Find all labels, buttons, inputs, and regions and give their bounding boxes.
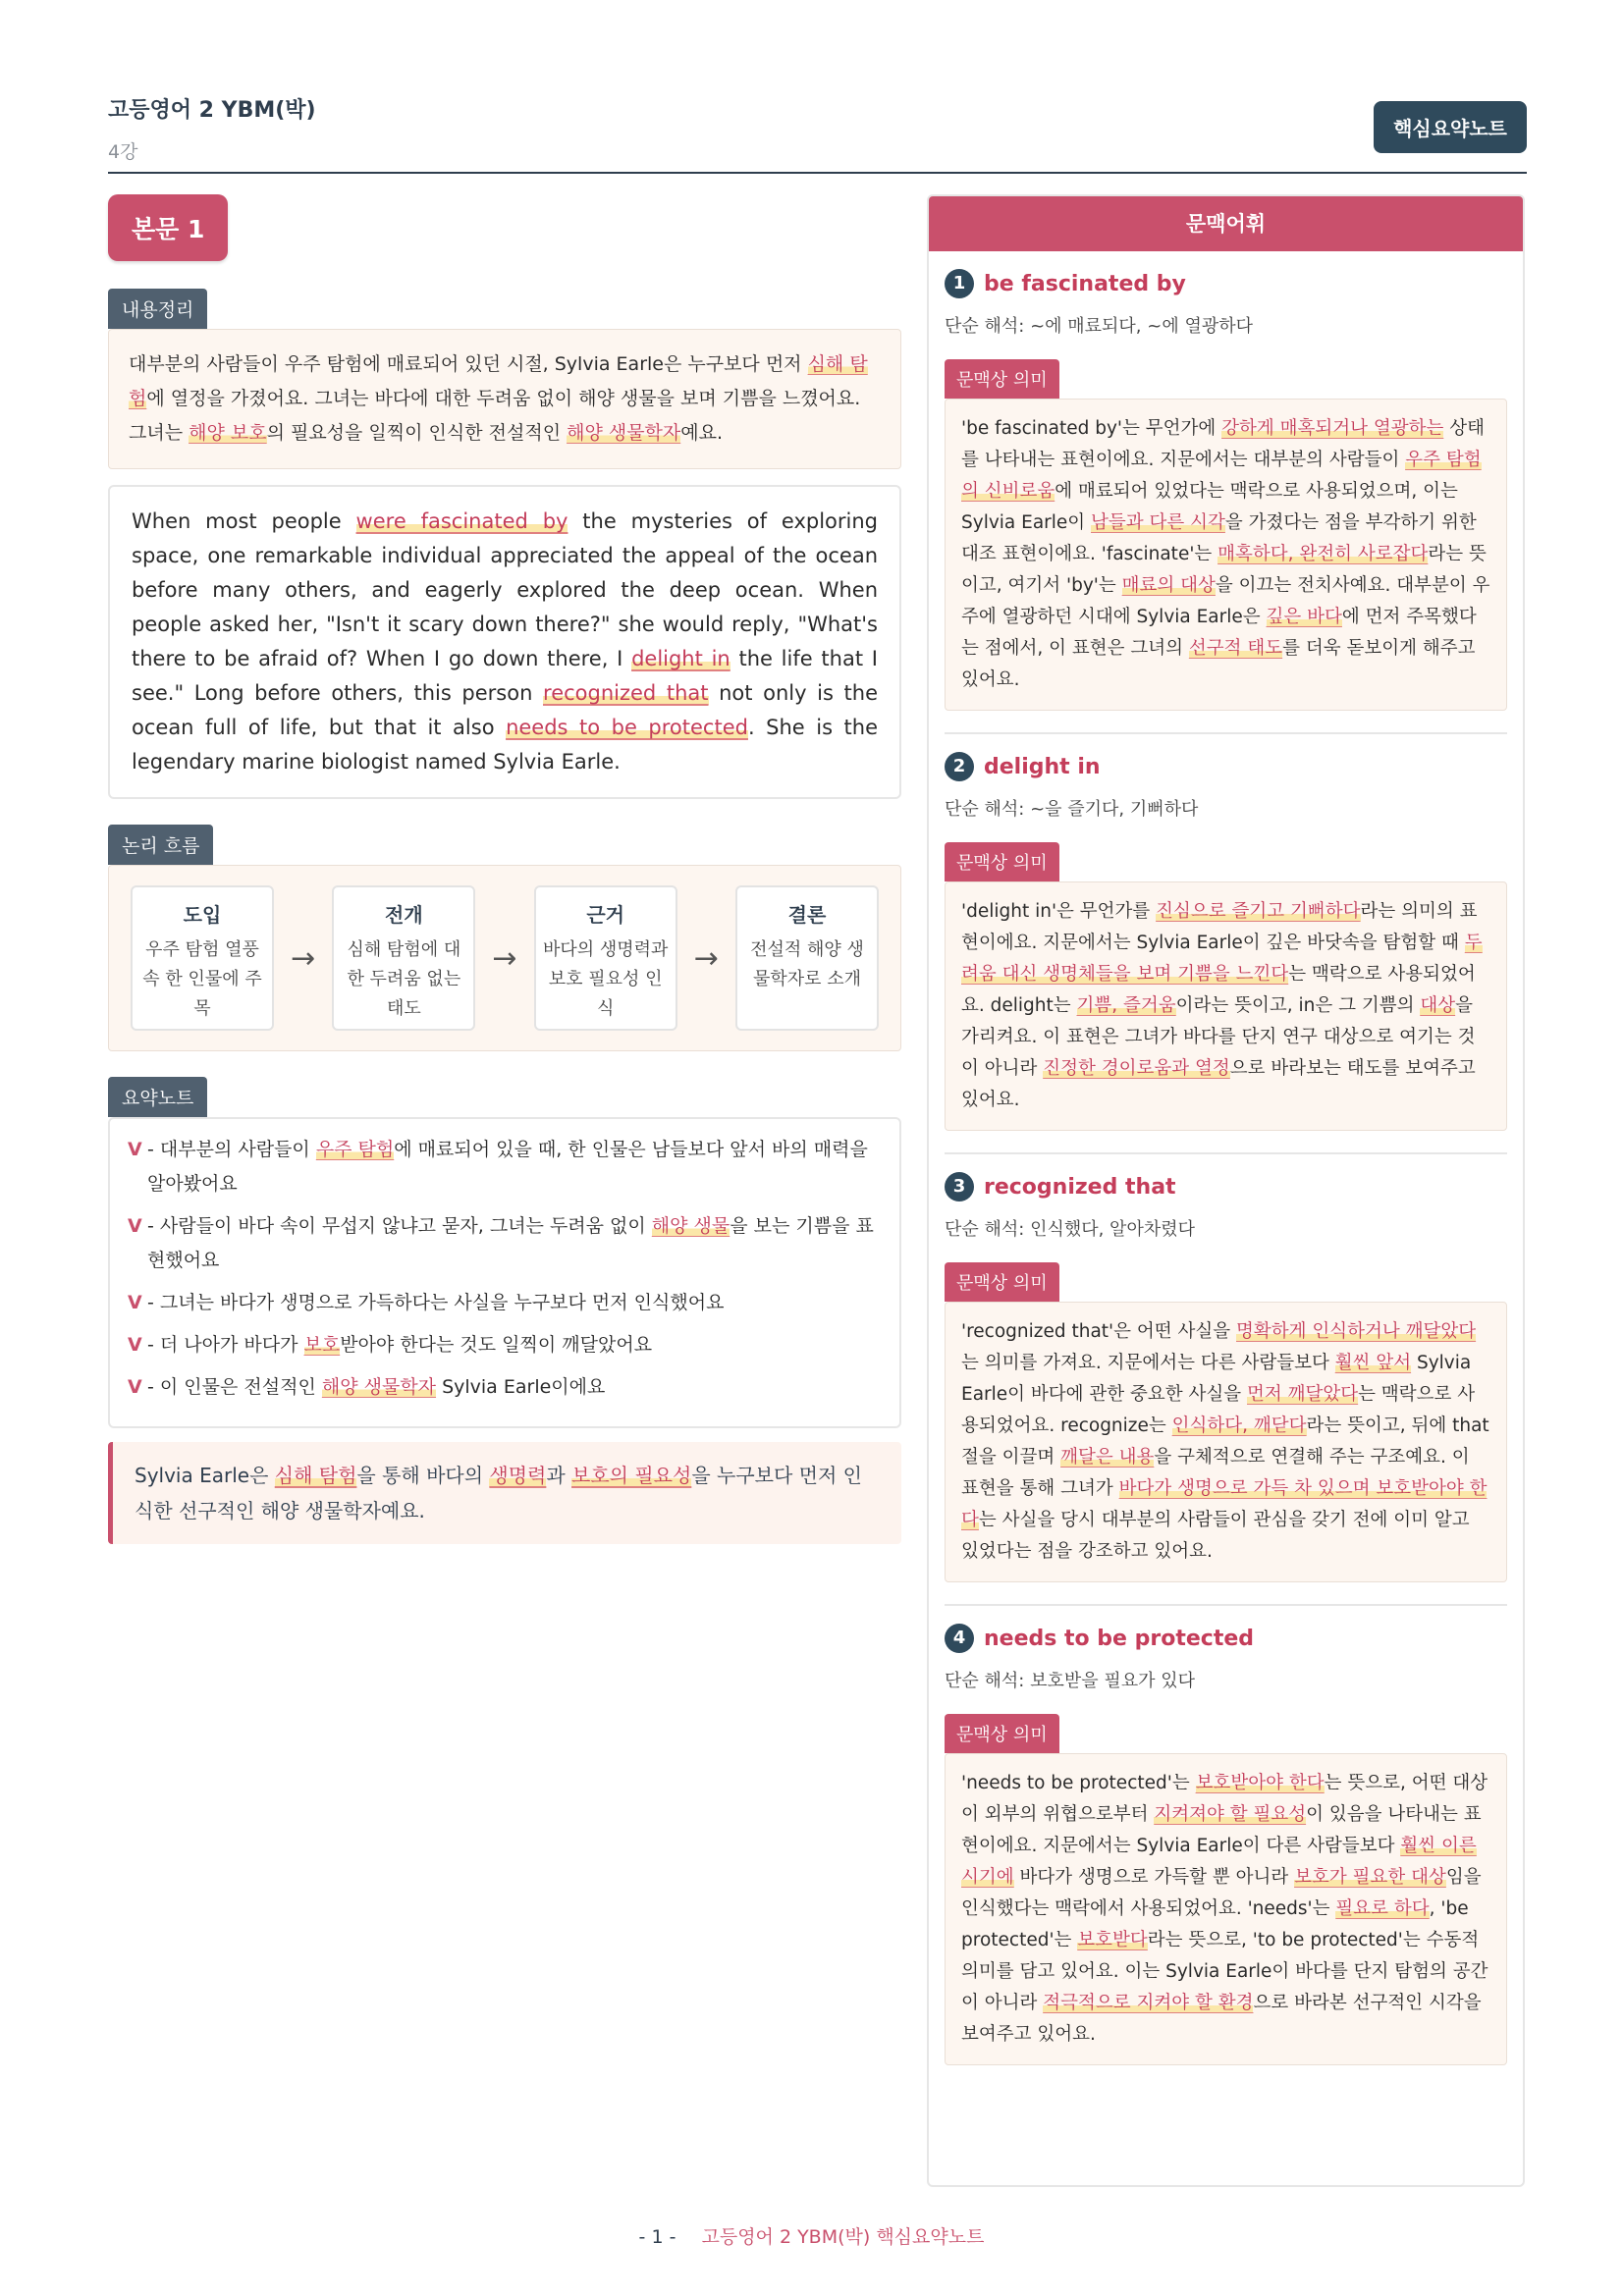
ctx-text: 으로 바라보는 태도를 보여주고 있어요. bbox=[961, 1058, 1476, 1110]
ctx-text: , 'be protected'는 bbox=[961, 1898, 1469, 1950]
divider bbox=[945, 732, 1507, 734]
ctx-text: 'be fascinated by'는 무언가에 bbox=[961, 418, 1222, 439]
ctx-highlight: 깨달은 내용 bbox=[1060, 1447, 1155, 1468]
flow-step-desc: 심해 탐험에 대한 두려움 없는 태도 bbox=[347, 939, 461, 1019]
highlight-term: 해양 생물학자 bbox=[567, 422, 681, 444]
ctx-text: 라는 뜻이고, 여기서 'by'는 bbox=[961, 544, 1487, 596]
note-segment: 받아야 한다는 것도 일찍이 깨달았어요 bbox=[340, 1334, 653, 1356]
ctx-text: 는 뜻으로, 어떤 대상이 외부의 위협으로부터 bbox=[961, 1773, 1488, 1825]
note-segment: 에 매료되어 있을 때, 한 인물은 남들보다 앞서 바의 매력을 알아봤어요 bbox=[147, 1139, 868, 1195]
left-column bbox=[108, 194, 901, 1544]
item-number: 4 bbox=[945, 1624, 974, 1653]
ctx-highlight: 대상 bbox=[1420, 995, 1456, 1016]
simple-meaning bbox=[945, 1215, 1507, 1241]
note-text bbox=[147, 1328, 882, 1362]
note-highlight: 보호 bbox=[303, 1334, 341, 1356]
ctx-text: 을 가졌다는 점을 부각하기 위한 대조 표현이에요. 'fascinate'는 bbox=[961, 512, 1477, 564]
flow-step-development bbox=[332, 885, 475, 1031]
ctx-text: 을 가리켜요. 이 표현은 그녀가 바다를 단지 연구 대상으로 여기는 것이 아니라 bbox=[961, 995, 1476, 1079]
simple-label: 단순 해석: bbox=[945, 1671, 1031, 1691]
ctx-text: 바다가 생명으로 가득할 뿐 아니라 bbox=[1013, 1867, 1295, 1888]
ctx-highlight: 깊은 바다 bbox=[1266, 607, 1342, 627]
arrow-right-icon: → bbox=[492, 940, 517, 976]
document-title: 고등영어 2 YBM(박) bbox=[108, 98, 316, 123]
context-meaning-label: 문맥상 의미 bbox=[945, 359, 1059, 399]
flow-step-desc: 전설적 해양 생물학자로 소개 bbox=[750, 939, 864, 989]
note-item bbox=[128, 1328, 882, 1362]
flow-step-intro bbox=[131, 885, 274, 1031]
simple-text: ~을 즐기다, 기뻐하다 bbox=[1030, 799, 1199, 820]
ctx-text: 으로 바라본 선구적인 시각을 보여주고 있어요. bbox=[961, 1993, 1482, 2045]
ctx-text: 라는 뜻이고, 뒤에 that절을 이끌며 bbox=[961, 1415, 1489, 1468]
ctx-highlight: 명확하게 인식하거나 깨달았다 bbox=[1236, 1321, 1477, 1342]
vocab-term: delight in bbox=[984, 754, 1101, 779]
vocab-head bbox=[945, 269, 1507, 298]
final-summary bbox=[108, 1442, 901, 1544]
note-segment: - 대부분의 사람들이 bbox=[147, 1139, 316, 1160]
simple-meaning bbox=[945, 312, 1507, 338]
vocab-head bbox=[945, 752, 1507, 781]
highlight-term: 해양 보호 bbox=[189, 422, 267, 444]
simple-meaning bbox=[945, 1667, 1507, 1692]
content-summary-label: 내용정리 bbox=[108, 289, 207, 329]
passage-text: . She is the legendary marine biologist named Sylvia Earle. bbox=[132, 716, 879, 774]
ctx-text: 라는 뜻으로, 'to be protected'는 수동적 의미를 담고 있어요. 이는 Sylvia Earle이 바다를 단지 탐험의 공간이 아니라 bbox=[961, 1930, 1488, 2013]
simple-label: 단순 해석: bbox=[945, 1219, 1031, 1240]
ctx-highlight: 보호받아야 한다 bbox=[1195, 1773, 1325, 1793]
flow-step-evidence bbox=[534, 885, 677, 1031]
ctx-text: 라는 의미의 표현이에요. 지문에서는 Sylvia Earle이 깊은 바닷속을 탐험할 때 bbox=[961, 901, 1478, 953]
ctx-text: 상태를 나타내는 표현이에요. 지문에서는 대부분의 사람들이 bbox=[961, 418, 1485, 470]
flow-step-conclusion bbox=[735, 885, 879, 1031]
passage-highlight: delight in bbox=[631, 647, 730, 670]
page-number: - 1 - bbox=[638, 2226, 676, 2248]
passage-highlight: needs to be protected bbox=[506, 716, 748, 739]
lesson-label: 4강 bbox=[108, 141, 138, 163]
passage-box bbox=[108, 485, 901, 799]
note-item bbox=[128, 1133, 882, 1201]
ctx-text: 에 매료되어 있었다는 맥락으로 사용되었으며, 이는 Sylvia Earle이 bbox=[961, 481, 1458, 533]
context-meaning-box bbox=[945, 1753, 1507, 2065]
ctx-text: 'needs to be protected'는 bbox=[961, 1773, 1196, 1793]
context-meaning-box bbox=[945, 1302, 1507, 1582]
ctx-highlight: 적극적으로 지켜야 할 환경 bbox=[1043, 1993, 1254, 2013]
item-number: 1 bbox=[945, 269, 974, 298]
ctx-text: 을 이끄는 전치사예요. 대부분이 우주에 열광하던 시대에 Sylvia Earle은 bbox=[961, 575, 1490, 627]
note-segment: 을 보는 기쁨을 표현했어요 bbox=[147, 1215, 874, 1271]
passage-highlight: were fascinated by bbox=[355, 509, 568, 533]
note-item bbox=[128, 1370, 882, 1405]
passage-text: not only is the ocean full of life, but that it also bbox=[132, 681, 878, 739]
passage-highlight: recognized that bbox=[543, 681, 709, 705]
note-item bbox=[128, 1286, 882, 1320]
summary-note-badge: 핵심요약노트 bbox=[1374, 101, 1527, 153]
vocab-item bbox=[929, 269, 1523, 734]
passage-text: When most people bbox=[132, 509, 356, 533]
item-number: 3 bbox=[945, 1172, 974, 1201]
ctx-highlight: 먼저 깨달았다 bbox=[1247, 1384, 1359, 1405]
ctx-highlight: 바다가 생명으로 가득 차 있으며 보호받아야 한다 bbox=[961, 1478, 1488, 1530]
note-text: - 그녀는 바다가 생명으로 가득하다는 사실을 누구보다 먼저 인식했어요 bbox=[147, 1292, 725, 1313]
summary-text: 예요. bbox=[680, 422, 724, 444]
ctx-highlight: 진정한 경이로움과 열정 bbox=[1043, 1058, 1230, 1079]
note-segment: Sylvia Earle이에요 bbox=[436, 1376, 606, 1398]
summary-segment: 을 통해 바다의 bbox=[356, 1464, 490, 1487]
note-highlight: 해양 생물 bbox=[651, 1215, 730, 1237]
note-highlight: 우주 탐험 bbox=[315, 1139, 395, 1160]
ctx-highlight: 남들과 다른 시각 bbox=[1091, 512, 1225, 533]
ctx-highlight: 선구적 태도 bbox=[1188, 638, 1283, 659]
note-segment: - 사람들이 바다 속이 무섭지 않냐고 묻자, 그녀는 두려움 없이 bbox=[147, 1215, 652, 1237]
context-meaning-label: 문맥상 의미 bbox=[945, 1714, 1059, 1753]
ctx-text: Sylvia Earle이 바다에 관한 중요한 사실을 bbox=[961, 1353, 1472, 1405]
vocab-head bbox=[945, 1172, 1507, 1201]
ctx-text: 는 맥락으로 사용되었어요. delight는 bbox=[961, 964, 1476, 1016]
summary-highlight: 보호의 필요성 bbox=[571, 1464, 692, 1487]
summary-text: 의 필요성을 일찍이 인식한 전설적인 bbox=[266, 422, 568, 444]
arrow-right-icon: → bbox=[291, 940, 316, 976]
ctx-text: 를 더욱 돋보이게 해주고 있어요. bbox=[961, 638, 1476, 690]
vocab-term: recognized that bbox=[984, 1174, 1176, 1200]
ctx-highlight: 매혹하다, 완전히 사로잡다 bbox=[1217, 544, 1429, 564]
highlight-term: 심해 탐험 bbox=[129, 353, 868, 409]
note-text bbox=[147, 1133, 882, 1201]
note-segment: - 이 인물은 전설적인 bbox=[147, 1376, 322, 1398]
ctx-highlight: 보호받다 bbox=[1077, 1930, 1148, 1950]
note-item bbox=[128, 1209, 882, 1278]
note-segment: - 더 나아가 바다가 bbox=[147, 1334, 304, 1356]
ctx-highlight: 기쁨, 즐거움 bbox=[1076, 995, 1176, 1016]
ctx-text: 는 의미를 가져요. 지문에서는 다른 사람들보다 bbox=[961, 1353, 1335, 1373]
section-title: 본문 1 bbox=[108, 194, 228, 261]
ctx-highlight: 지켜져야 할 필요성 bbox=[1154, 1804, 1307, 1825]
flow-step-title: 도입 bbox=[183, 903, 222, 927]
ctx-text: 임을 인식했다는 맥락에서 사용되었어요. 'needs'는 bbox=[961, 1867, 1482, 1919]
simple-text: 보호받을 필요가 있다 bbox=[1030, 1671, 1195, 1691]
simple-text: 인식했다, 알아차렸다 bbox=[1030, 1219, 1195, 1240]
divider bbox=[945, 1152, 1507, 1154]
summary-segment: 과 bbox=[546, 1464, 572, 1487]
context-vocab-title: 문맥어휘 bbox=[929, 196, 1523, 251]
item-number: 2 bbox=[945, 752, 974, 781]
simple-text: ~에 매료되다, ~에 열광하다 bbox=[1030, 316, 1253, 337]
check-mark-icon: V bbox=[128, 1334, 142, 1356]
page-footer bbox=[0, 2222, 1623, 2249]
context-vocab-panel bbox=[927, 194, 1525, 2187]
ctx-text: 에 먼저 주목했다는 점에서, 이 표현은 그녀의 bbox=[961, 607, 1477, 659]
vocab-item bbox=[929, 1172, 1523, 1606]
ctx-highlight: 매료의 대상 bbox=[1121, 575, 1216, 596]
ctx-text: 'delight in'은 무언가를 bbox=[961, 901, 1157, 922]
ctx-text: 이 있음을 나타내는 표현이에요. 지문에서는 Sylvia Earle이 다른 사람들보다 bbox=[961, 1804, 1482, 1856]
note-text bbox=[147, 1209, 882, 1278]
ctx-text: 는 사실을 당시 대부분의 사람들이 관심을 갖기 전에 이미 알고 있었다는 점을 강조하고 있어요. bbox=[961, 1510, 1470, 1562]
summary-text: 대부분의 사람들이 우주 탐험에 매료되어 있던 시절, Sylvia Earle은 누구보다 먼저 bbox=[129, 353, 808, 375]
divider bbox=[945, 1604, 1507, 1606]
note-highlight: 해양 생물학자 bbox=[321, 1376, 437, 1398]
context-meaning-label: 문맥상 의미 bbox=[945, 1262, 1059, 1302]
content-summary-box bbox=[108, 329, 901, 469]
ctx-highlight: 필요로 하다 bbox=[1335, 1898, 1430, 1919]
summary-segment: 을 누구보다 먼저 인식한 선구적인 해양 생물학자예요. bbox=[135, 1464, 862, 1522]
vocab-head bbox=[945, 1624, 1507, 1653]
simple-meaning bbox=[945, 795, 1507, 821]
vocab-term: needs to be protected bbox=[984, 1626, 1254, 1651]
check-mark-icon: V bbox=[128, 1139, 142, 1160]
vocab-item bbox=[929, 1624, 1523, 2065]
ctx-highlight: 훨씬 앞서 bbox=[1334, 1353, 1412, 1373]
arrow-right-icon: → bbox=[693, 940, 719, 976]
summary-highlight: 심해 탐험 bbox=[274, 1464, 357, 1487]
flow-step-title: 전개 bbox=[385, 903, 423, 927]
ctx-highlight: 인식하다, 깨닫다 bbox=[1171, 1415, 1307, 1436]
passage-text: the mysteries of exploring space, one remarkable individual appreciated the appeal of the ocean before many others, and eagerly explored the deep ocean. When people asked her, "Isn't it scary down there?" she would reply, "What's there to be afraid of? When I go down there, I bbox=[132, 509, 878, 670]
ctx-highlight: 진심으로 즐기고 기뻐하다 bbox=[1156, 901, 1361, 922]
ctx-text: 'recognized that'은 어떤 사실을 bbox=[961, 1321, 1237, 1342]
summary-segment: Sylvia Earle은 bbox=[135, 1464, 275, 1487]
ctx-text: 는 맥락으로 사용되었어요. recognize는 bbox=[961, 1384, 1476, 1436]
simple-label: 단순 해석: bbox=[945, 316, 1031, 337]
summary-notes-label: 요약노트 bbox=[108, 1077, 207, 1117]
flow-step-title: 결론 bbox=[787, 903, 827, 927]
ctx-highlight: 강하게 매혹되거나 열광하는 bbox=[1221, 418, 1444, 439]
context-meaning-box bbox=[945, 881, 1507, 1131]
vocab-term: be fascinated by bbox=[984, 271, 1186, 296]
passage-text: the life that I see." Long before others, this person bbox=[132, 647, 878, 705]
ctx-text: 을 구체적으로 연결해 주는 구조예요. 이 표현을 통해 그녀가 bbox=[961, 1447, 1470, 1499]
flow-step-desc: 우주 탐험 열풍 속 한 인물에 주목 bbox=[142, 939, 262, 1019]
footer-title: 고등영어 2 YBM(박) 핵심요약노트 bbox=[701, 2226, 985, 2248]
flow-step-desc: 바다의 생명력과 보호 필요성 인식 bbox=[542, 939, 669, 1019]
flow-step-title: 근거 bbox=[586, 903, 624, 927]
ctx-highlight: 우주 탐험의 신비로움 bbox=[961, 450, 1482, 502]
header-divider bbox=[108, 172, 1527, 174]
ctx-highlight: 두려움 대신 생명체들을 보며 기쁨을 느낀다 bbox=[961, 933, 1483, 985]
summary-highlight: 생명력 bbox=[489, 1464, 547, 1487]
check-mark-icon: V bbox=[128, 1292, 142, 1313]
summary-notes-box bbox=[108, 1117, 901, 1428]
vocab-item bbox=[929, 752, 1523, 1154]
page-header bbox=[108, 93, 1527, 164]
summary-text: 에 열정을 가졌어요. 그녀는 바다에 대한 두려움 없이 해양 생물을 보며 기쁨을 느꼈어요. 그녀는 bbox=[129, 388, 861, 444]
ctx-highlight: 보호가 필요한 대상 bbox=[1294, 1867, 1446, 1888]
note-text bbox=[147, 1370, 882, 1405]
ctx-highlight: 훨씬 이른 시기에 bbox=[961, 1836, 1477, 1888]
ctx-text: 이라는 뜻이고, in은 그 기쁨의 bbox=[1175, 995, 1421, 1016]
check-mark-icon: V bbox=[128, 1215, 142, 1237]
context-meaning-box bbox=[945, 399, 1507, 711]
check-mark-icon: V bbox=[128, 1376, 142, 1398]
context-meaning-label: 문맥상 의미 bbox=[945, 842, 1059, 881]
logic-flow bbox=[108, 865, 901, 1051]
simple-label: 단순 해석: bbox=[945, 799, 1031, 820]
logic-flow-label: 논리 흐름 bbox=[108, 825, 213, 865]
